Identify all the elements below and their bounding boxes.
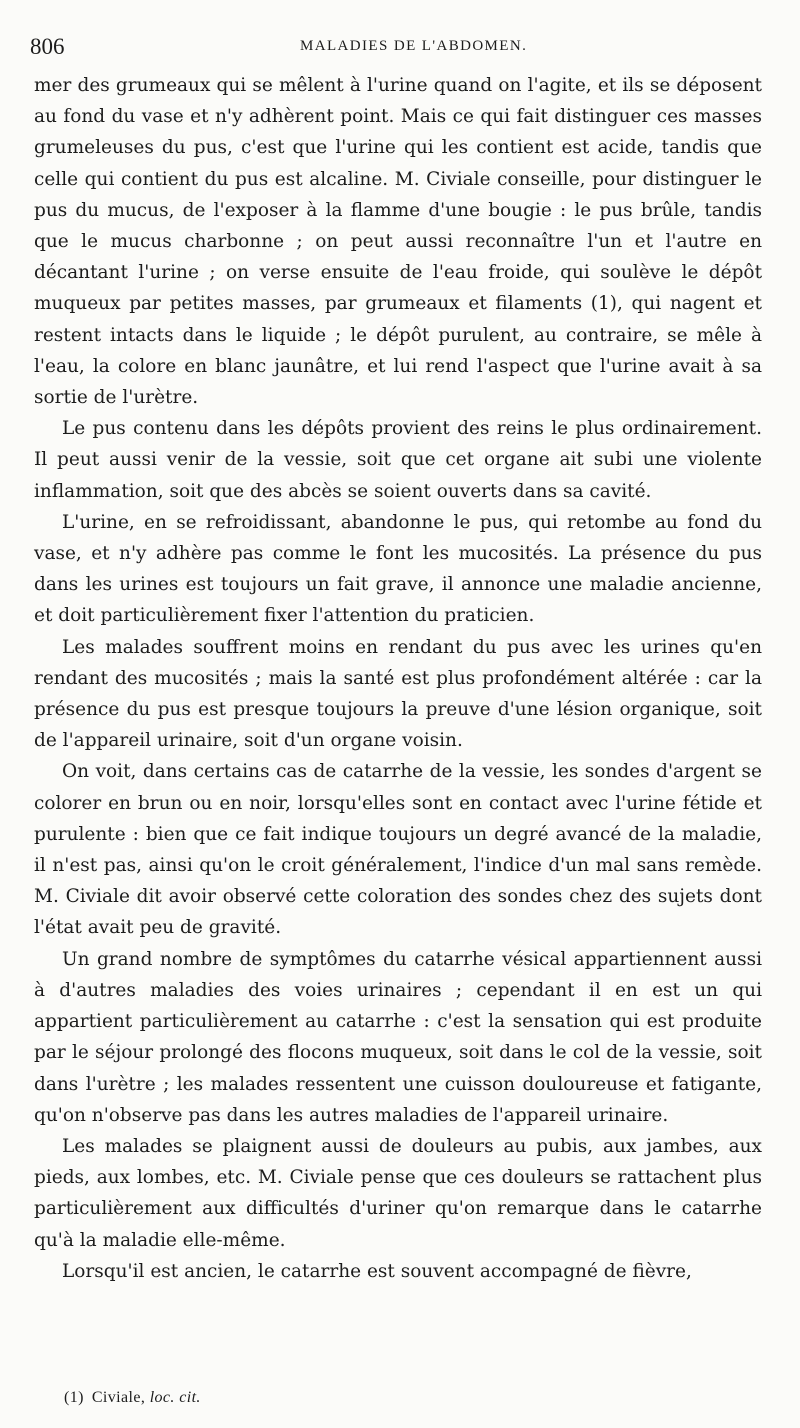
paragraph-4: Les malades souffrent moins en rendant du pus avec les urines qu'en rendant des mucosités ; mais la santé est plus profondément altérée : car la présence du pus est presque toujours la preuve d'une lésion organique, soit de l'appareil urinaire, soit d'un organe voisin. xyxy=(34,636,762,752)
paragraph-3: L'urine, en se refroidissant, abandonne le pus, qui retombe au fond du vase, et n'y adhère pas comme le font les mucosités. La présence du pus dans les urines est toujours un fait grave, il annonce une maladie ancienne, et doit particulièrement fixer l'attention du praticien. xyxy=(34,511,762,627)
paragraph-8: Lorsqu'il est ancien, le catarrhe est souvent accompagné de fièvre, xyxy=(62,1260,692,1282)
footnote xyxy=(64,1389,201,1407)
footnote-author: Civiale, xyxy=(91,1389,146,1406)
paragraph-7: Les malades se plaignent aussi de douleurs au pubis, aux jambes, aux pieds, aux lombes, etc. M. Civiale pense que ces douleurs se rattachent plus particulièrement aux difficultés d'uriner qu'on remarque dans le catarrhe qu'à la maladie elle-même. xyxy=(34,1135,762,1251)
running-title: MALADIES DE L'ABDOMEN. xyxy=(300,38,528,54)
body-text xyxy=(34,70,762,1287)
page-number: 806 xyxy=(30,34,65,59)
footnote-reference: loc. cit. xyxy=(149,1389,201,1406)
paragraph-2: Le pus contenu dans les dépôts provient des reins le plus ordinairement. Il peut aussi venir de la vessie, soit que cet organe ait subi une violente inflammation, soit que des abcès se soient ouverts dans sa cavité. xyxy=(34,418,762,502)
footnote-marker: (1) xyxy=(64,1389,84,1406)
paragraph-6: Un grand nombre de symptômes du catarrhe vésical appartiennent aussi à d'autres maladies des voies urinaires ; cependant il en est un qui appartient particulièrement au catarrhe : c'est la sensation qui est produite par le séjour prolongé des flocons muqueux, soit dans le col de la vessie, soit dans l'urètre ; les malades ressentent une cuisson douloureuse et fatigante, qu'on n'observe pas dans les autres maladies de l'appareil urinaire. xyxy=(34,948,762,1126)
page-header xyxy=(30,34,760,64)
paragraph-5: On voit, dans certains cas de catarrhe de la vessie, les sondes d'argent se colorer en brun ou en noir, lorsqu'elles sont en contact avec l'urine fétide et purulente : bien que ce fait indique toujours un degré avancé de la maladie, il n'est pas, ainsi qu'on le croit généralement, l'indice d'un mal sans remède. M. Civiale dit avoir observé cette coloration des sondes chez des sujets dont l'état avait peu de gravité. xyxy=(34,761,762,939)
paragraph-1: mer des grumeaux qui se mêlent à l'urine quand on l'agite, et ils se déposent au fond du vase et n'y adhèrent point. Mais ce qui fait distinguer ces masses grumeleuses du pus, c'est que l'urine qui les contient est acide, tandis que celle qui contient du pus est alcaline. M. Civiale conseille, pour distinguer le pus du mucus, de l'exposer à la flamme d'une bougie : le pus brûle, tandis que le mucus charbonne ; on peut aussi reconnaître l'un et l'autre en décantant l'urine ; on verse ensuite de l'eau froide, qui soulève le dépôt muqueux par petites masses, par grumeaux et filaments (1), qui nagent et restent intacts dans le liquide ; le dépôt purulent, au contraire, se mêle à l'eau, la colore en blanc jaunâtre, et lui rend l'aspect que l'urine avait à sa sortie de l'urètre. xyxy=(34,75,762,409)
